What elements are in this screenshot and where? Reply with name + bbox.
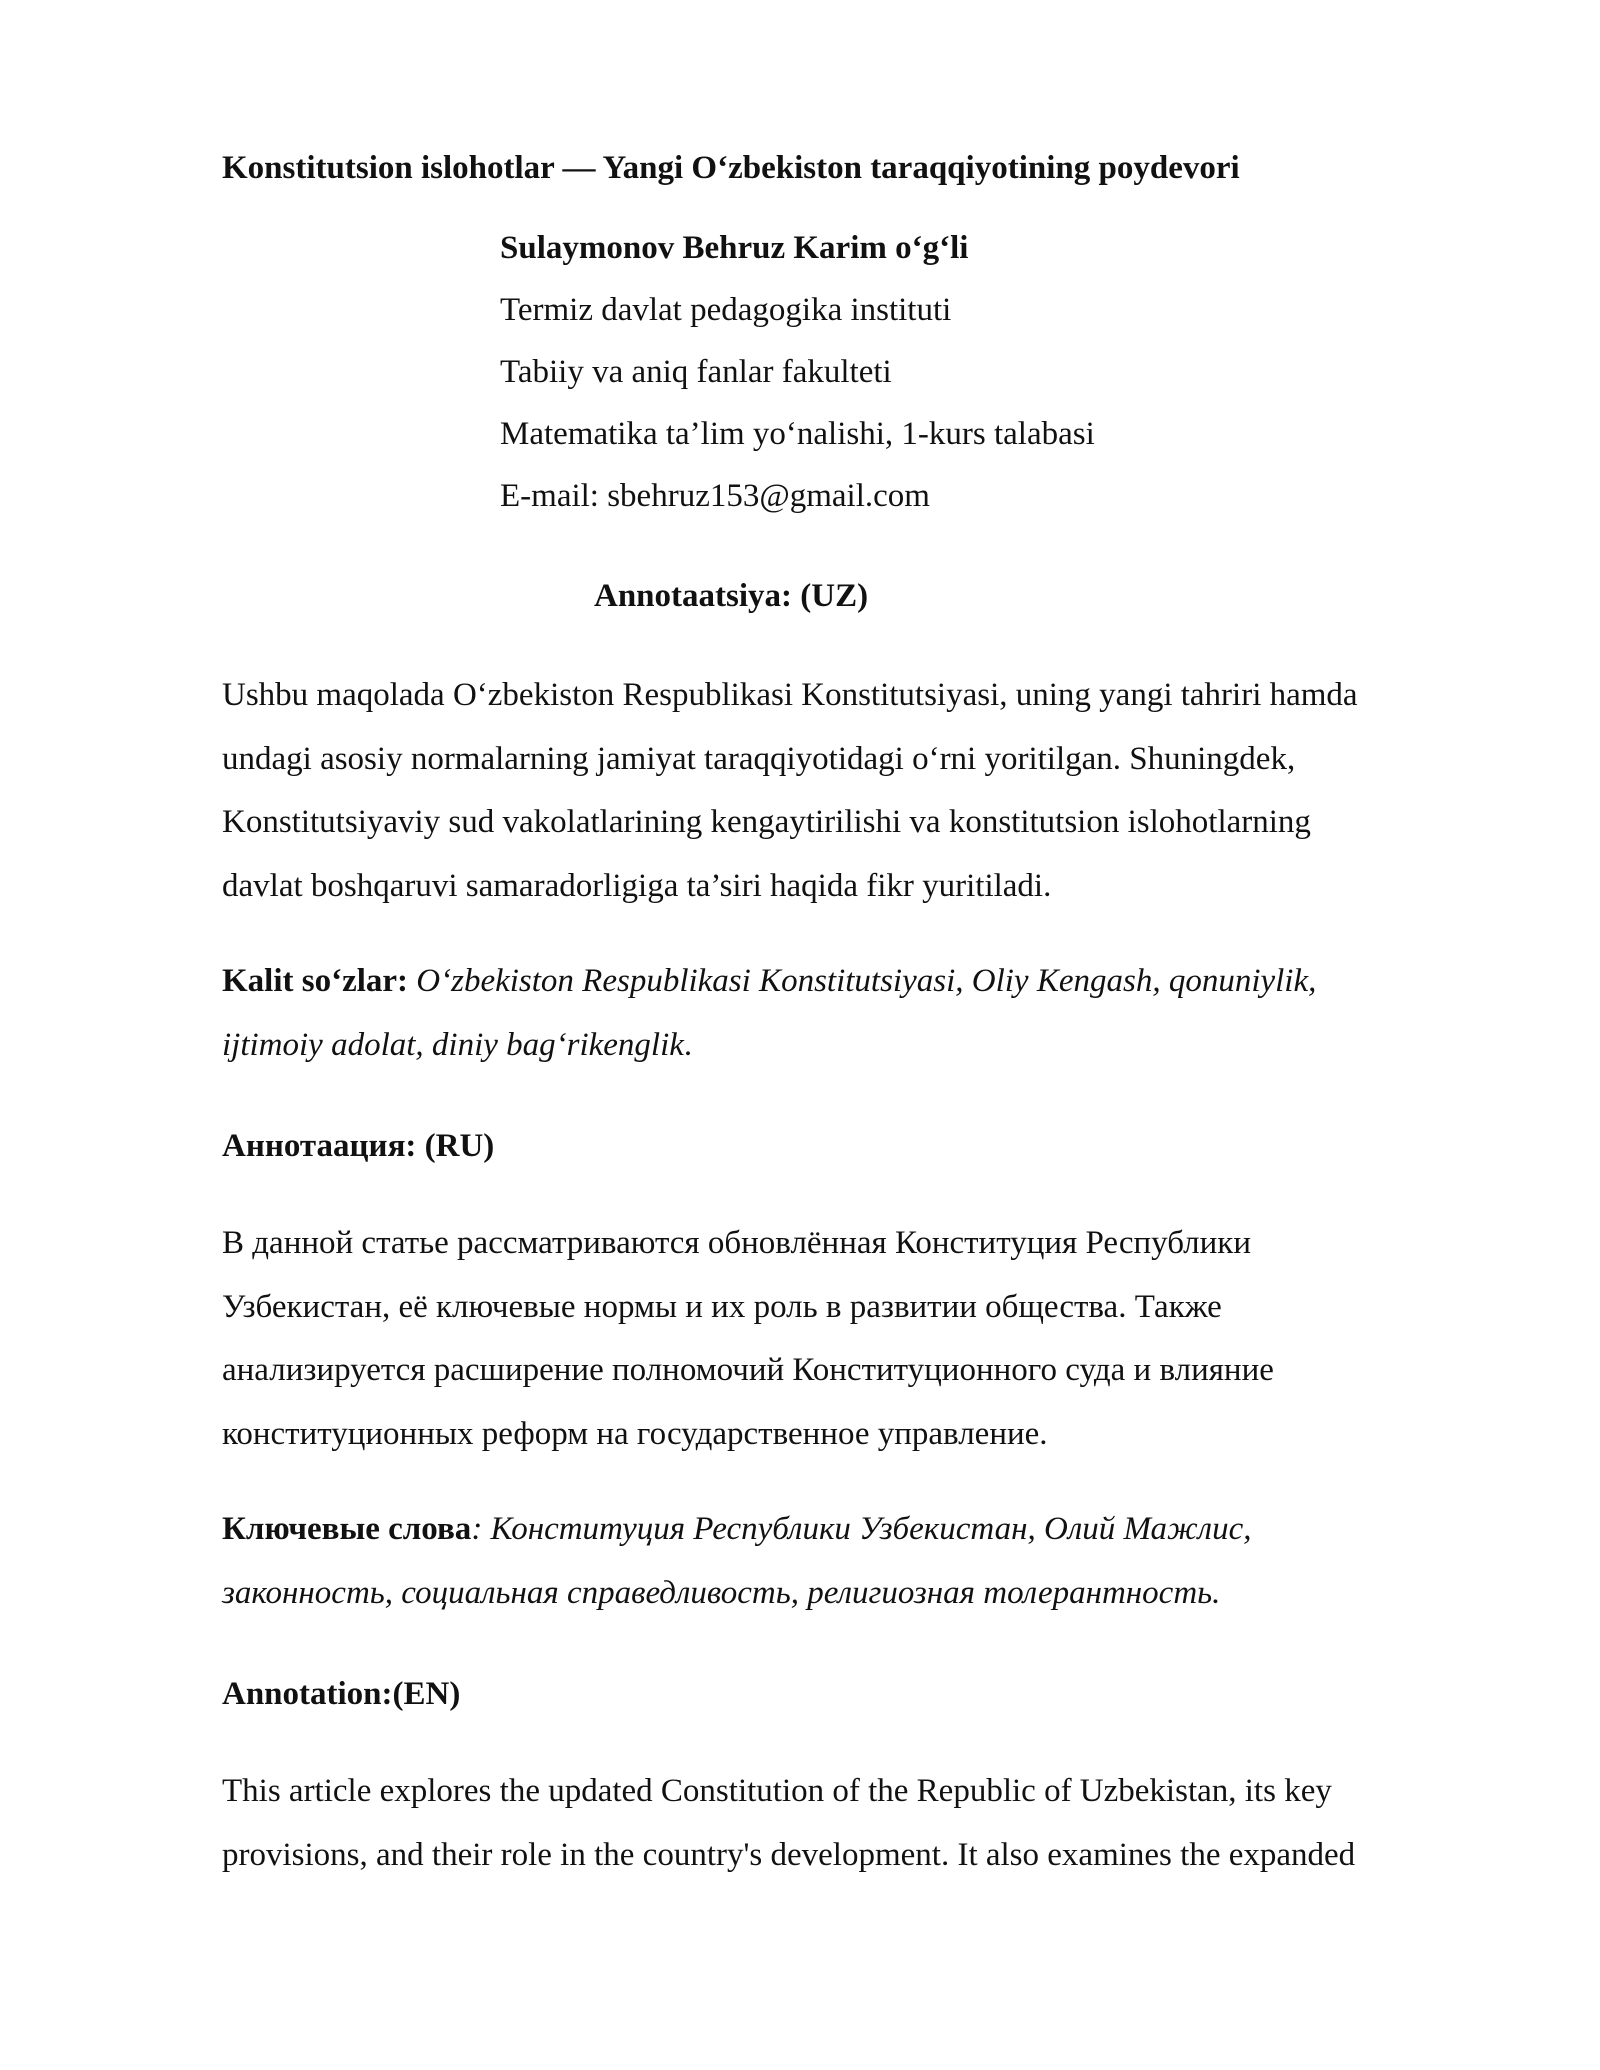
- keywords-uz-list-cont: ijtimoiy adolat, diniy bag‘rikenglik: [222, 1026, 684, 1063]
- keywords-ru: [222, 1498, 1492, 1625]
- annotation-ru-line: конституционных реформ на государственное управление.: [222, 1415, 1048, 1452]
- author-faculty: Tabiiy va aniq fanlar fakulteti: [500, 354, 892, 390]
- annotation-uz-line: Konstitutsiyaviy sud vakolatlarining kengaytirilishi va konstitutsion islohotlarning: [222, 804, 1311, 840]
- annotation-en-heading: Annotation:(EN): [222, 1676, 461, 1712]
- author-program: Matematika ta’lim yo‘nalishi, 1-kurs talabasi: [500, 416, 1095, 452]
- annotation-uz-heading: Annotaatsiya: (UZ): [594, 578, 869, 614]
- annotation-en-line: This article explores the updated Constitution of the Republic of Uzbekistan, its key: [222, 1773, 1332, 1809]
- annotation-uz-line: Ushbu maqolada O‘zbekiston Respublikasi Konstitutsiyasi, uning yangi tahriri hamda: [222, 677, 1358, 713]
- keywords-ru-list: : Конституция Республики Узбекистан, Олий Мажлис,: [471, 1511, 1252, 1547]
- author-name: Sulaymonov Behruz Karim o‘g‘li: [500, 230, 969, 266]
- annotation-ru-line: анализируется расширение полномочий Конституционного суда и влияние: [222, 1352, 1274, 1388]
- annotation-ru-line: Узбекистан, её ключевые нормы и их роль в развитии общества. Также: [222, 1288, 1222, 1325]
- author-email: E-mail: sbehruz153@gmail.com: [500, 478, 930, 514]
- annotation-uz-line: undagi asosiy normalarning jamiyat taraqqiyotidagi o‘rni yoritilgan. Shuningdek,: [222, 740, 1296, 777]
- annotation-ru-heading: Аннотаация: (RU): [222, 1128, 495, 1164]
- annotation-ru-line: В данной статье рассматриваются обновлённая Конституция Республики: [222, 1225, 1251, 1261]
- keywords-uz: [222, 950, 1492, 1077]
- annotation-uz-line: davlat boshqaruvi samaradorligiga ta’siri haqida fikr yuritiladi.: [222, 867, 1052, 904]
- annotation-en-line: provisions, and their role in the country's development. It also examines the expanded: [222, 1836, 1356, 1873]
- annotation-ru-body: [222, 1212, 1492, 1466]
- keywords-uz-label: Kalit so‘zlar:: [222, 963, 409, 999]
- keywords-ru-label: Ключевые слова: [222, 1511, 472, 1547]
- keywords-ru-list-cont: законность, социальная справедливость, религиозная толерантность.: [222, 1574, 1221, 1611]
- annotation-uz-body: [222, 664, 1492, 918]
- article-title: Konstitutsion islohotlar — Yangi O‘zbekiston taraqqiyotining poydevori: [222, 150, 1240, 186]
- keywords-uz-list: O‘zbekiston Respublikasi Konstitutsiyasi, Oliy Kengash, qonuniylik,: [408, 963, 1317, 999]
- author-institution: Termiz davlat pedagogika instituti: [500, 292, 952, 328]
- keywords-uz-end: .: [683, 1026, 693, 1063]
- annotation-en-body: [222, 1760, 1492, 1887]
